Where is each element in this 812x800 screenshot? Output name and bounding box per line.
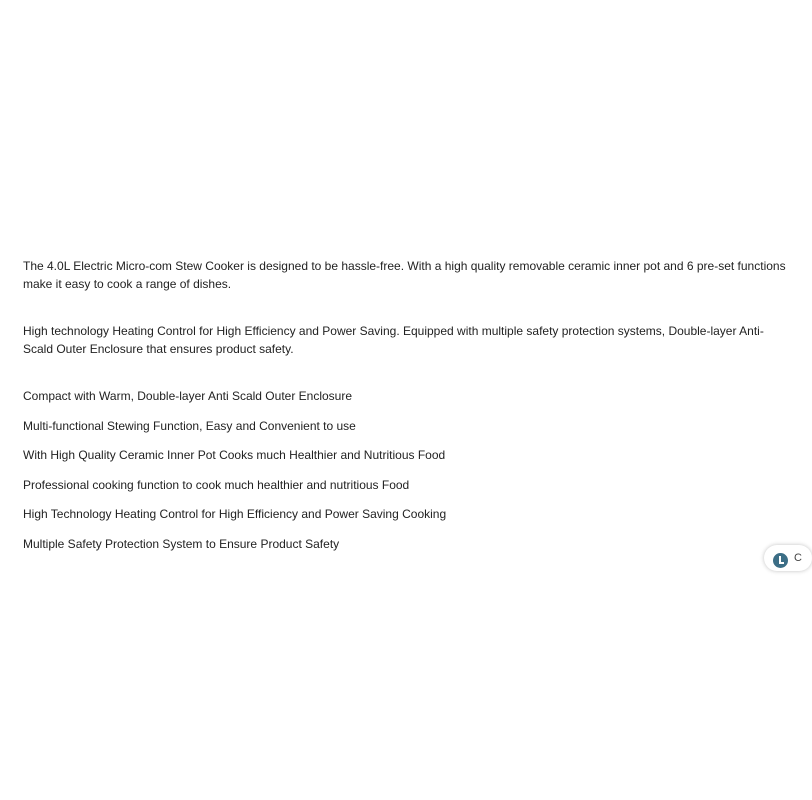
chat-widget-button[interactable] [764, 545, 812, 571]
product-description [23, 257, 788, 564]
feature-item: Compact with Warm, Double-layer Anti Scald Outer Enclosure [23, 389, 353, 403]
chat-widget-label: C [794, 552, 802, 564]
feature-item: Multi-functional Stewing Function, Easy and Convenient to use [23, 418, 356, 433]
feature-item: With High Quality Ceramic Inner Pot Cooks much Healthier and Nutritious Food [23, 448, 446, 462]
feature-item: High Technology Heating Control for High Efficiency and Power Saving Cooking [23, 507, 447, 521]
chat-icon [773, 553, 788, 568]
description-paragraph-2: High technology Heating Control for High Efficiency and Power Saving. Equipped with multiple safety protection systems, Double-layer Anti-Scald Outer Enclosure that ensures product safety. [23, 324, 764, 356]
feature-item: Multiple Safety Protection System to Ensure Product Safety [23, 536, 340, 551]
description-paragraph-1: The 4.0L Electric Micro-com Stew Cooker is designed to be hassle-free. With a high quality removable ceramic inner pot and 6 pre-set functions make it easy to cook a range of dishes. [23, 259, 786, 291]
feature-item: Professional cooking function to cook much healthier and nutritious Food [23, 477, 410, 492]
feature-list [23, 387, 788, 553]
